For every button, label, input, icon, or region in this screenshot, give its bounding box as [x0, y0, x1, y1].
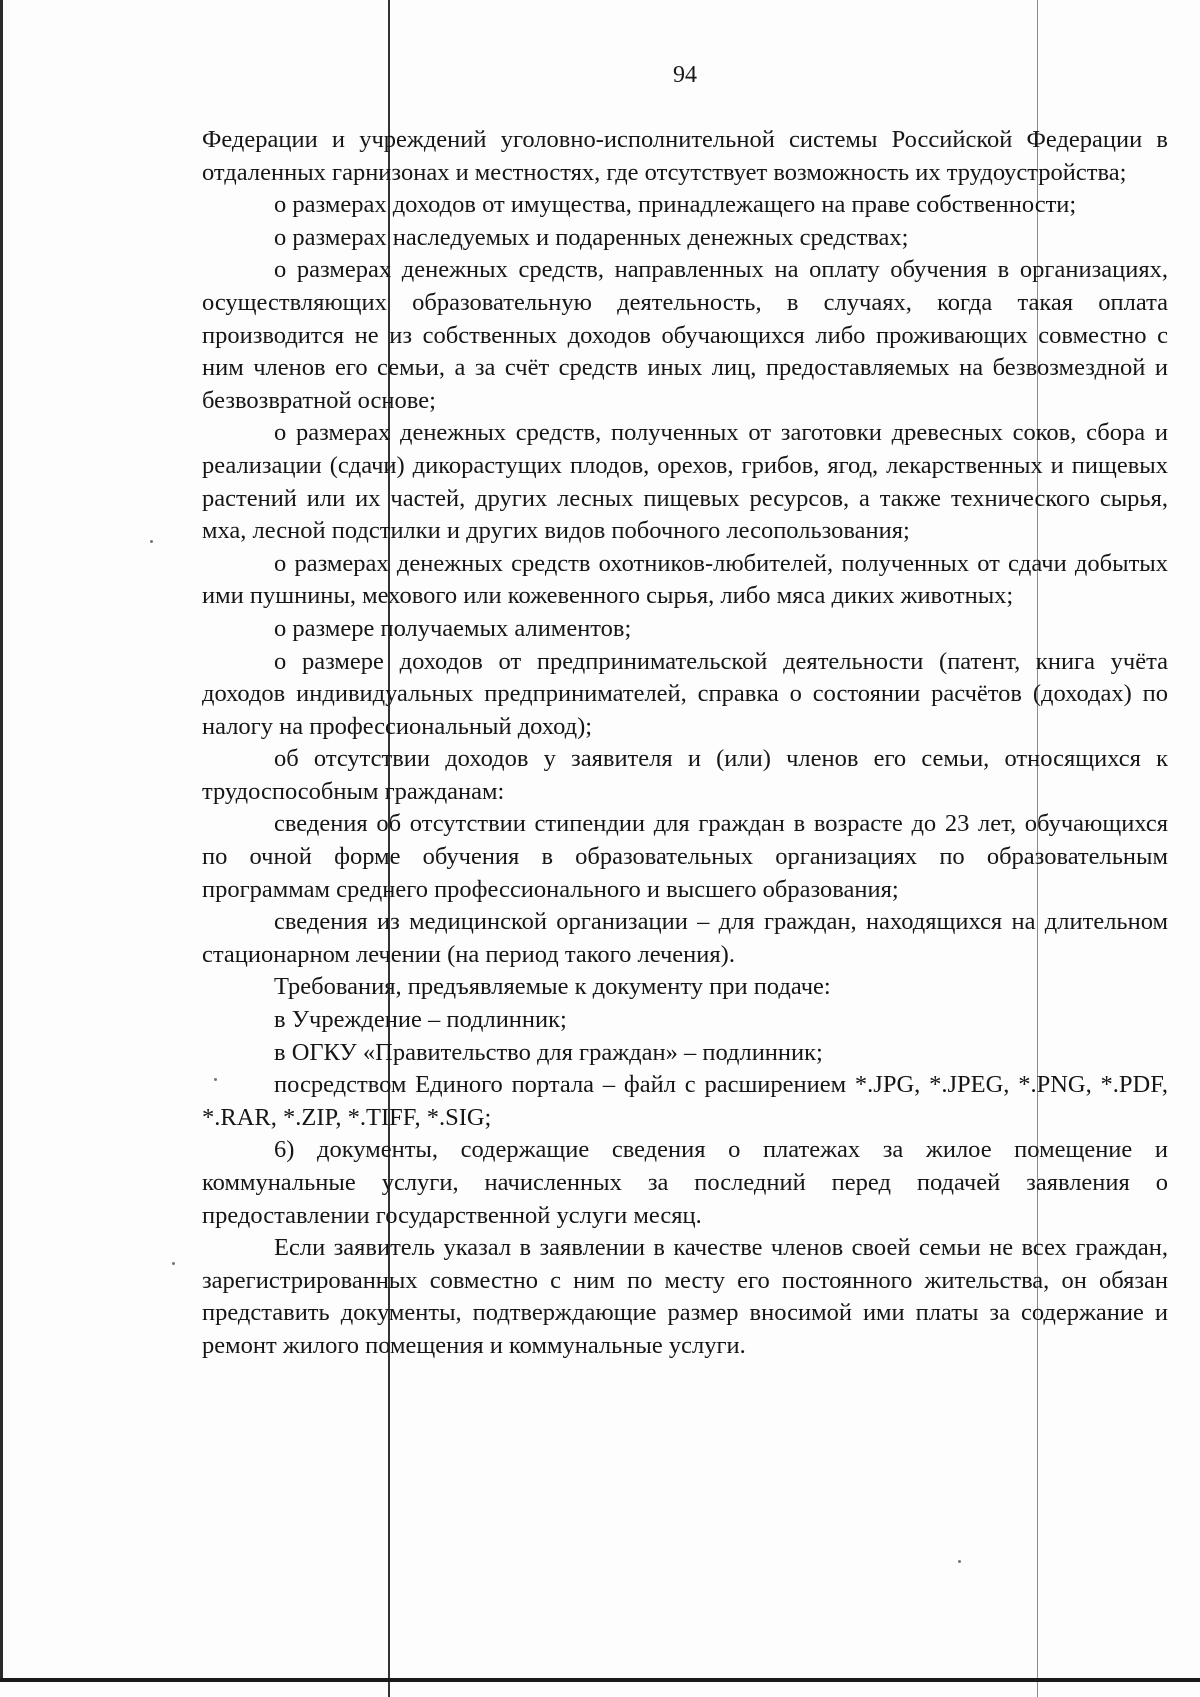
paragraph-11: сведения из медицинской организации – для граждан, находящихся на длительном стационарном лечении (на период такого лечения).	[202, 908, 1168, 968]
scan-left-edge-line	[0, 0, 3, 1680]
paragraph-9: об отсутствии доходов у заявителя и (или) членов его семьи, относящихся к трудоспособным гражданам:	[202, 745, 1168, 805]
scan-speck	[214, 1078, 217, 1081]
scan-bottom-edge-line	[0, 1678, 1200, 1682]
paragraph-6: о размерах денежных средств охотников-любителей, полученных от сдачи добытых ими пушнины, мехового или кожевенного сырья, либо мяса диких животных;	[202, 549, 1168, 610]
paragraph-12: Требования, предъявляемые к документу при подаче:	[274, 973, 831, 1001]
paragraph-10: сведения об отсутствии стипендии для граждан в возрасте до 23 лет, обучающихся по очной форме обучения в образовательных организациях по образовательным программам среднего профессионального и высшего образования;	[202, 810, 1168, 903]
paragraph-15: посредством Единого портала – файл с расширением *.JPG, *.JPEG, *.PNG, *.PDF, *.RAR, *.ZIP, *.TIFF, *.SIG;	[202, 1071, 1168, 1131]
paragraph-16: 6) документы, содержащие сведения о платежах за жилое помещение и коммунальные услуги, начисленных за последний перед подачей заявления о предоставлении государственной услуги месяц.	[202, 1136, 1168, 1229]
document-body	[202, 124, 1168, 1363]
scan-speck	[172, 1262, 175, 1265]
paragraph-1: Федерации и учреждений уголовно-исполнительной системы Российской Федерации в отдаленных гарнизонах и местностях, где отсутствует возможность их трудоустройства;	[202, 126, 1168, 186]
paragraph-14: в ОГКУ «Правительство для граждан» – подлинник;	[274, 1038, 823, 1066]
page-number: 94	[673, 62, 697, 88]
paragraph-3: о размерах наследуемых и подаренных денежных средствах;	[274, 223, 909, 251]
paragraph-8: о размере доходов от предпринимательской деятельности (патент, книга учёта доходов индивидуальных предпринимателей, справка о состоянии расчётов (доходах) по налогу на профессиональный доход);	[202, 647, 1168, 740]
scan-speck	[150, 540, 153, 543]
scan-speck	[958, 1560, 961, 1563]
paragraph-2: о размерах доходов от имущества, принадлежащего на праве собственности;	[274, 191, 1077, 219]
paragraph-17: Если заявитель указал в заявлении в качестве членов своей семьи не всех граждан, зарегистрированных совместно с ним по месту его постоянного жительства, он обязан представить документы, подтверждающие размер вносимой ими платы за содержание и ремонт жилого помещения и коммунальные услуги.	[202, 1234, 1168, 1359]
paragraph-13: в Учреждение – подлинник;	[274, 1006, 567, 1034]
paragraph-5: о размерах денежных средств, полученных от заготовки древесных соков, сбора и реализации (сдачи) дикорастущих плодов, орехов, грибов, ягод, лекарственных и пищевых растений или их частей, других лесных пищевых ресурсов, а также технического сырья, мха, лесной подстилки и других видов побочного лесопользования;	[202, 419, 1168, 545]
paragraph-4: о размерах денежных средств, направленных на оплату обучения в организациях, осуществляющих образовательную деятельность, в случаях, когда такая оплата производится не из собственных доходов обучающихся либо проживающих совместно с ним членов его семьи, а за счёт средств иных лиц, предоставляемых на безвозмездной и безвозвратной основе;	[202, 256, 1168, 414]
paragraph-7: о размере получаемых алиментов;	[274, 614, 632, 642]
